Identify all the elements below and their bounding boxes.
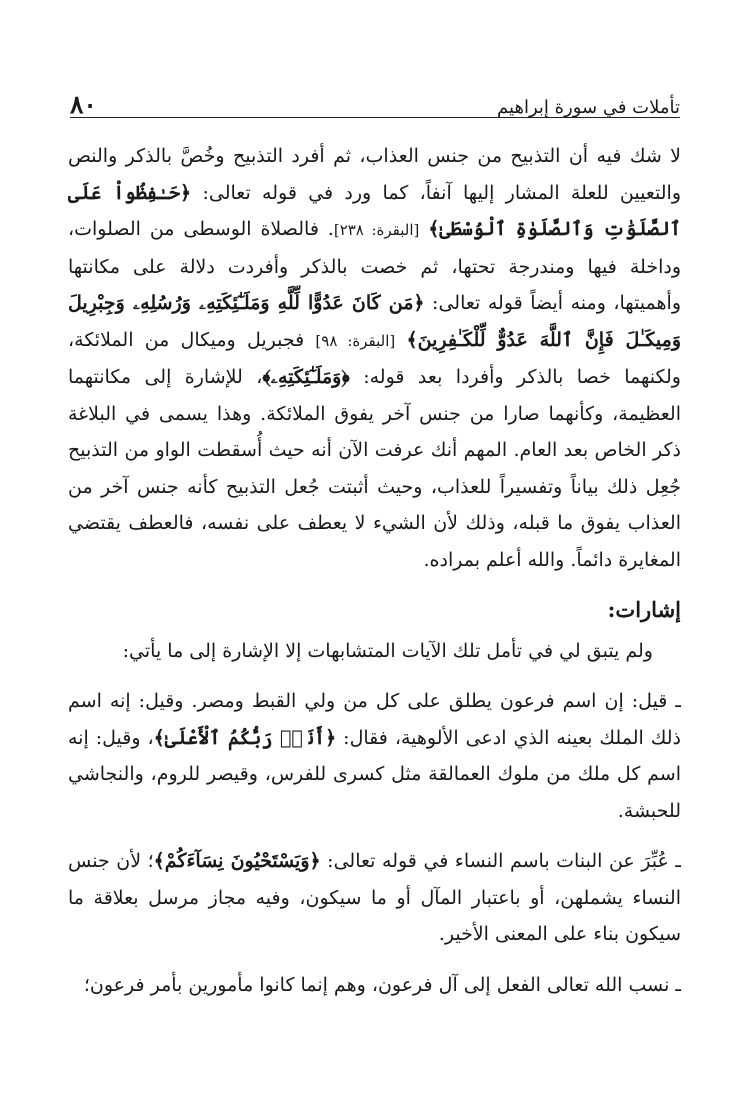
running-title: تأملات في سورة إبراهيم <box>497 97 680 118</box>
text-run: ـ نسب الله تعالى الفعل إلى آل فرعون، وهم إنما كانوا مأمورين بأمر فرعون؛ <box>83 973 681 996</box>
text-run: فجبريل وميكال من الملائكة، ولكنهما خصا بالذكر وأفردا بعد قوله: <box>68 328 681 388</box>
section-heading: إشارات: <box>607 597 681 622</box>
page-header <box>70 92 680 117</box>
quran-verse: ﴿وَيَسْتَحْيُونَ نِسَآءَكُمْ﴾ <box>153 850 321 872</box>
text-run: ؛ لأن جنس النساء يشملهن، أو باعتبار المآل أو ما سيكون، وفيه مجاز مرسل بعلاقة ما سيكون بناء على المعنى الأخير. <box>68 850 681 945</box>
header-rule <box>70 117 680 118</box>
verse-reference: [البقرة: ٩٨] <box>315 331 396 350</box>
quran-verse: ﴿حَـٰفِظُواْ عَلَى ٱلصَّلَوَٰتِ وَٱلصَّلَوٰةِ ٱلْوُسْطَىٰ﴾ <box>68 181 681 240</box>
list-item <box>68 683 681 829</box>
text-run: ـ عُبِّرَ عن البنات باسم النساء في قوله تعالى: <box>320 850 681 872</box>
list-item <box>68 967 681 1004</box>
quran-verse: ﴿أَنَا۠ رَبُّكُمُ ٱلْأَعْلَىٰ﴾ <box>153 726 337 749</box>
intro-line: ولم يتبق لي في تأمل تلك الآيات المتشابهات إلا الإشارة إلى ما يأتي: <box>122 639 653 662</box>
list-item <box>68 843 681 953</box>
page-number: ٨٠ <box>70 90 97 119</box>
text-run: ، وقيل: إنه اسم كل ملك من ملوك العمالقة مثل كسرى للفرس، وقيصر للروم، والنجاشي للحبشة. <box>68 726 681 822</box>
verse-reference: [البقرة: ٢٣٨] <box>333 221 420 239</box>
text-run: لا شك فيه أن التذبيح من جنس العذاب، ثم أفرد التذبيح وخُصَّ بالذكر والنص والتعيين للعلة المشار إليها آنفاً، كما ورد في قوله تعالى: <box>68 145 681 204</box>
text-run: . فالصلاة الوسطى من الصلوات، وداخلة فيها ومندرجة تحتها، ثم خصت بالذكر وأفردت دلالة على مكانتها وأهميتها، ومنه أيضاً قوله تعالى: <box>68 218 681 314</box>
text-run: ، للإشارة إلى مكانتهما العظيمة، وكأنهما صارا من جنس آخر يفوق الملائكة. وهذا يسمى في البلاغة ذكر الخاص بعد العام. المهم أنك عرفت الآن أنه حيث أُسقطت الواو من التذبيح جُعِل ذلك بياناً وتفسيراً للعذاب، وحيث أثبتت جُعل التذبيح كأنه جنس آخر من العذاب يفوق ما قبله، وذلك لأن الشيء لا يعطف على نفسه، فالعطف يقتضي المغايرة دائماً. والله أعلم بمراده. <box>68 366 681 571</box>
quran-verse: ﴿وَمَلَـٰٓئِكَتِهِۦ﴾ <box>262 366 350 388</box>
paragraph-1 <box>68 138 681 578</box>
text-run: ـ قيل: إن اسم فرعون يطلق على كل من ولي القبط ومصر. وقيل: إنه اسم ذلك الملك بعينه الذي ادعى الألوهية، فقال: <box>68 690 681 749</box>
quran-verse: ﴿مَن كَانَ عَدُوًّا لِّلَّهِ وَمَلَـٰٓئِكَتِهِۦ وَرُسُلِهِۦ وَجِبْرِيلَ وَمِيكَـٰلَ فَإِنَّ ٱللَّهَ عَدُوٌّ لِّلْكَـٰفِرِينَ﴾ <box>68 292 681 351</box>
page-body <box>68 138 681 1003</box>
